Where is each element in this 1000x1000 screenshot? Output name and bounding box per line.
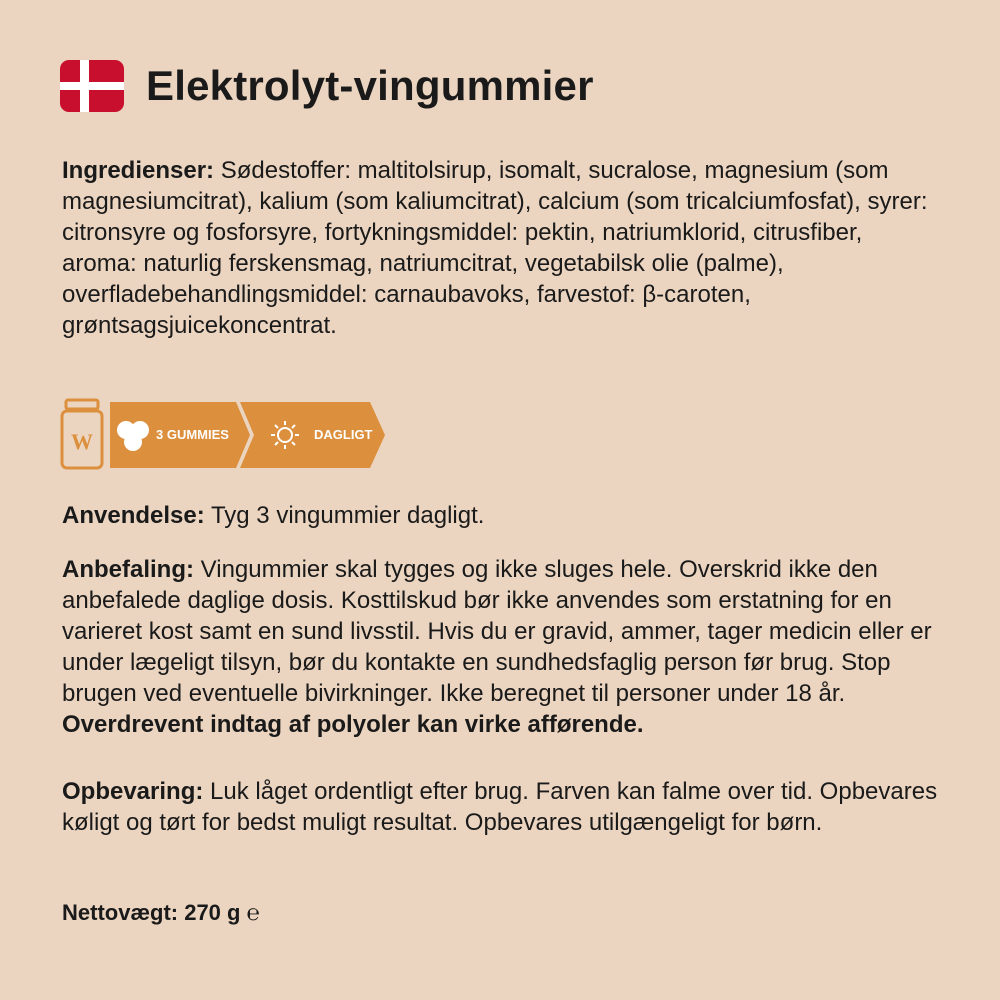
storage-section [62, 776, 942, 838]
net-weight [62, 900, 260, 926]
dosage-badge [60, 398, 400, 472]
gummies-label: 3 GUMMIES [156, 427, 229, 442]
recommendation-label: Anbefaling: [62, 556, 194, 583]
usage-section [62, 500, 942, 531]
storage-label: Opbevaring: [62, 778, 204, 805]
svg-text:W: W [71, 429, 93, 454]
ingredients-label: Ingredienser: [62, 157, 215, 184]
recommendation-text: Vingummier skal tygges og ikke sluges hele. Overskrid ikke den anbefalede daglige dosis. Kosttilskud bør ikke anvendes som erstatning for en varieret kost samt en sund livsstil. Hvis du er gravid, ammer, tager medicin eller er under lægeligt tilsyn, bør du kontakte en sundhedsfaglig person før brug. Stop brugen ved eventuelle bivirkninger. Ikke beregnet til personer under 18 år. [62, 556, 932, 707]
ingredients-section [62, 155, 942, 341]
usage-label: Anvendelse: [62, 502, 205, 529]
estimate-sign-icon: ℮ [246, 900, 260, 925]
header [60, 60, 594, 112]
page-title: Elektrolyt-vingummier [146, 62, 594, 109]
daily-label: DAGLIGT [314, 427, 373, 442]
ingredients-text: Sødestoffer: maltitolsirup, isomalt, sucralose, magnesium (som magnesiumcitrat), kalium (som kaliumcitrat), calcium (som tricalciumfosfat), syrer: citronsyre og fosforsyre, fortykningsmiddel: pektin, natriumklorid, citrusfiber, aroma: naturlig ferskensmag, natriumcitrat, vegetabilsk olie (palme), overfladebehandlingsmiddel: carnaubavoks, farvestof: β-caroten, grøntsagsjuicekoncentrat. [62, 157, 928, 339]
denmark-flag-icon [60, 60, 124, 112]
recommendation-section [62, 554, 937, 740]
jar-icon [62, 400, 102, 468]
net-weight-label: Nettovægt: 270 g [62, 900, 241, 925]
usage-text: Tyg 3 vingummier dagligt. [204, 502, 485, 529]
recommendation-warning: Overdrevent indtag af polyoler kan virke afførende. [62, 711, 644, 738]
storage-text: Luk låget ordentligt efter brug. Farven kan falme over tid. Opbevares køligt og tørt for bedst muligt resultat. Opbevares utilgængeligt for børn. [62, 778, 938, 836]
